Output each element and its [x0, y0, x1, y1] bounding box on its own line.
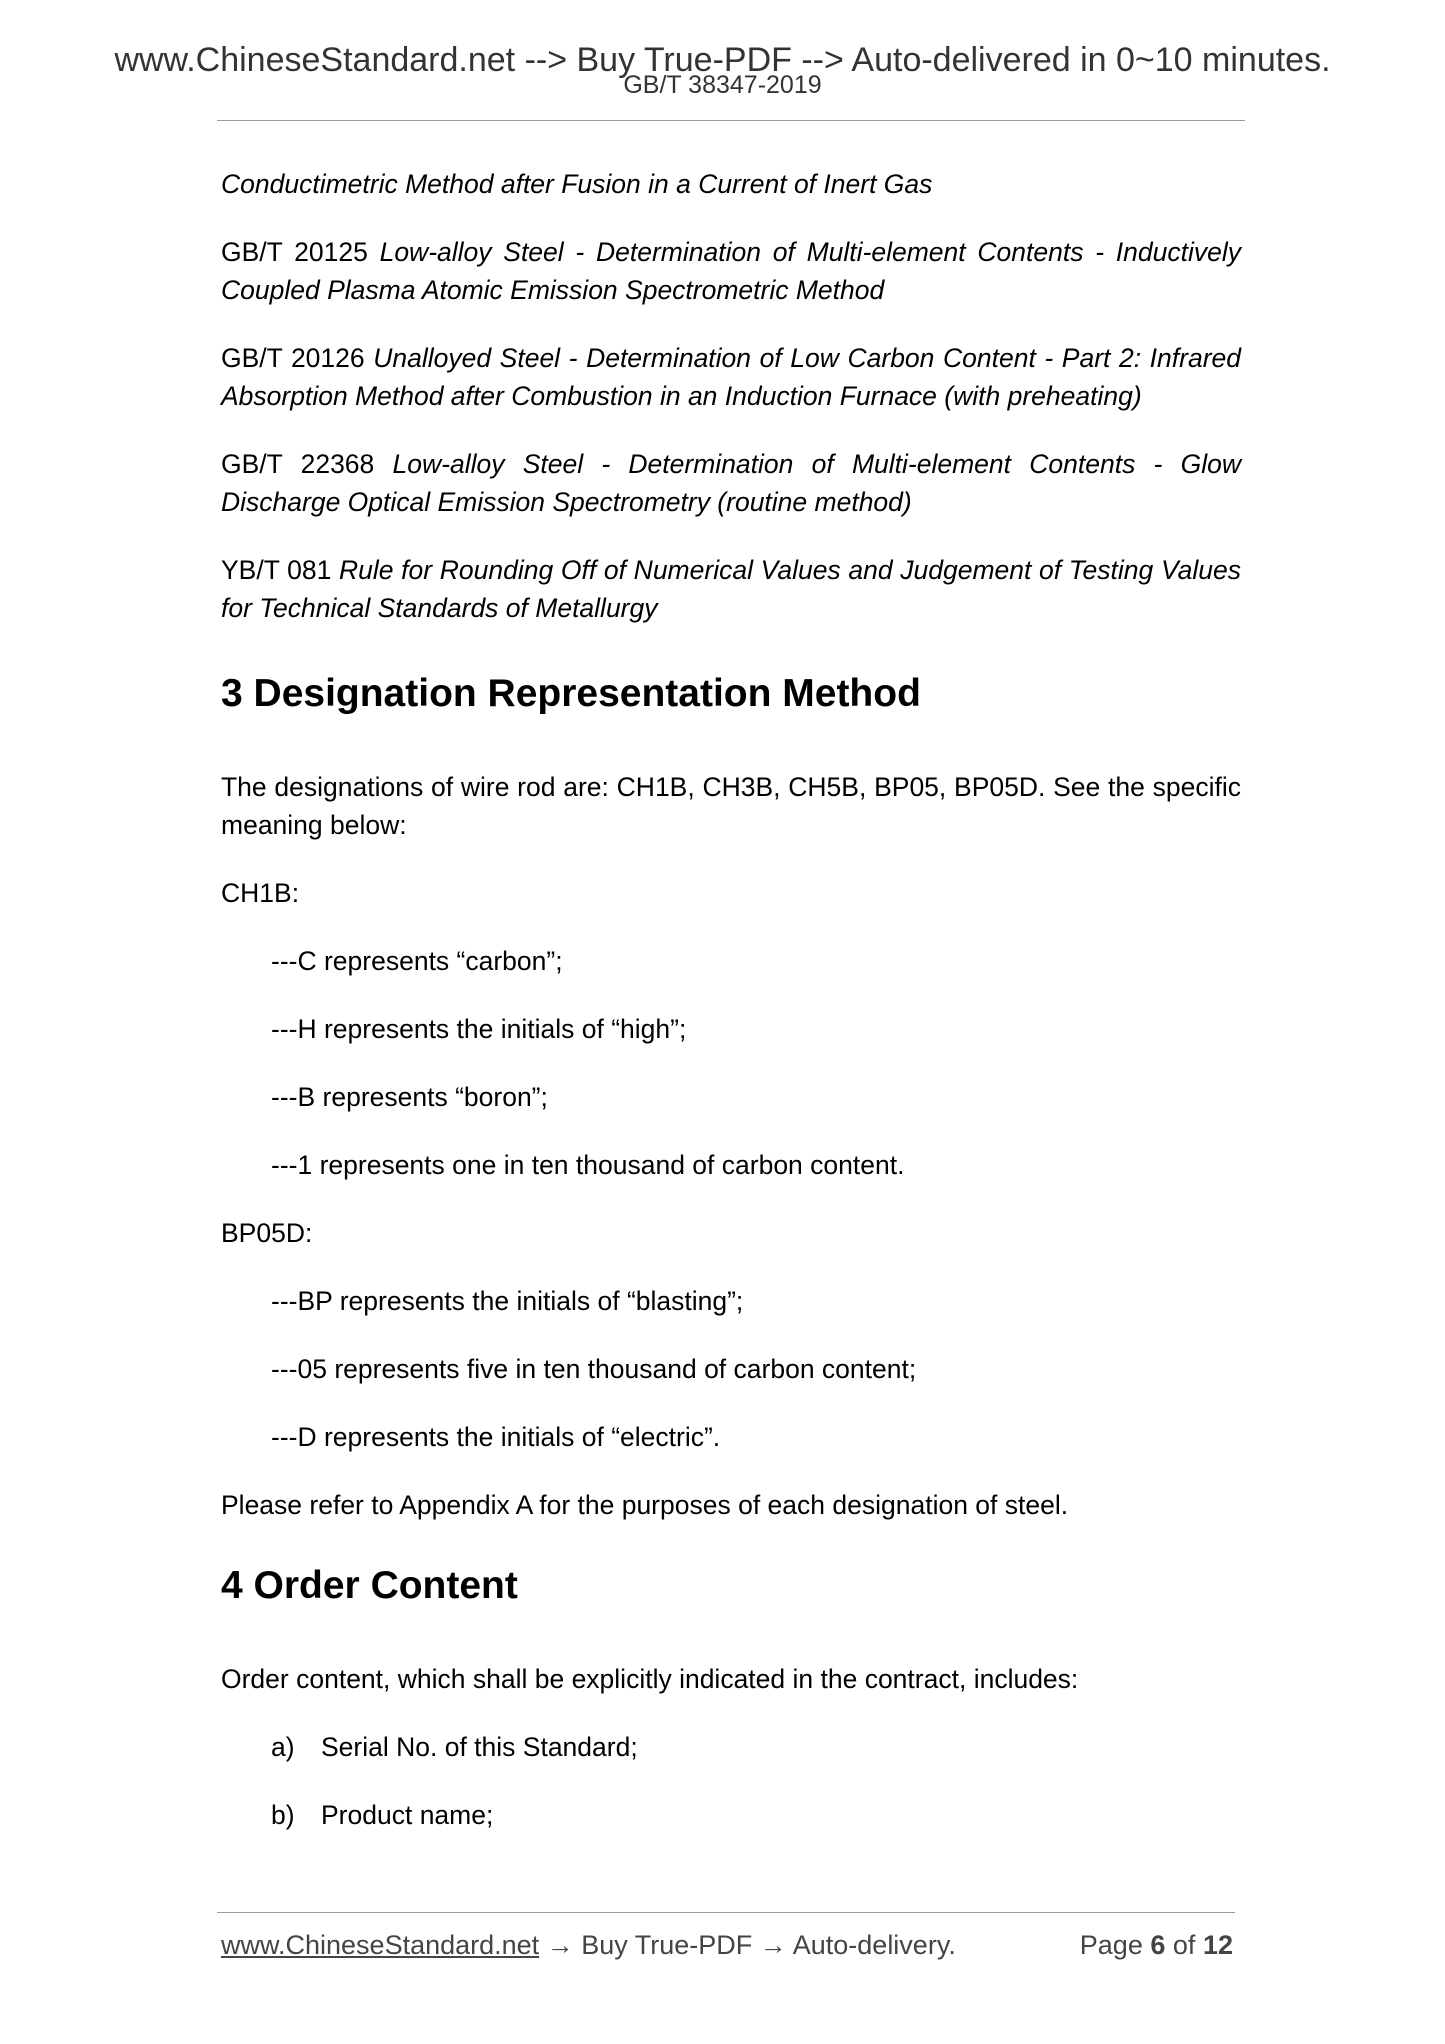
- page-footer: [221, 1928, 1233, 1962]
- reference-title: Conductimetric Method after Fusion in a Current of Inert Gas: [221, 169, 933, 199]
- bp05d-item: ---D represents the initials of “electric”.: [271, 1422, 721, 1452]
- reference-code: YB/T 081: [221, 555, 332, 585]
- page-content: [221, 165, 1241, 1864]
- section-4-intro: Order content, which shall be explicitly indicated in the contract, includes:: [221, 1664, 1079, 1694]
- reference-title: Low-alloy Steel - Determination of Multi-element Contents - Glow Discharge Optical Emission Spectrometry (routine method): [221, 449, 1241, 517]
- ch1b-item: ---C represents “carbon”;: [271, 946, 563, 976]
- page-word: Page: [1079, 1930, 1143, 1960]
- page-current: 6: [1150, 1930, 1166, 1960]
- reference-continuation: [221, 165, 1241, 203]
- top-banner: www.ChineseStandard.net --> Buy True-PDF --> Auto-delivered in 0~10 minutes.: [114, 41, 1331, 79]
- footer-tagline: → Buy True-PDF → Auto-delivery.: [539, 1930, 956, 1960]
- reference-code: GB/T 20126: [221, 343, 365, 373]
- bp05d-item: ---BP represents the initials of “blasting”;: [271, 1286, 744, 1316]
- of-word: of: [1172, 1930, 1196, 1960]
- order-item-mark: a): [271, 1732, 295, 1762]
- reference-code: GB/T 22368: [221, 449, 375, 479]
- reference-entry: [221, 551, 1241, 627]
- page-total: 12: [1202, 1930, 1233, 1960]
- reference-entry: [221, 445, 1241, 521]
- reference-title: Rule for Rounding Off of Numerical Values and Judgement of Testing Values for Technical Standards of Metallurgy: [221, 555, 1241, 623]
- section-3-heading: 3 Designation Representation Method: [221, 672, 921, 715]
- ch1b-label: CH1B:: [221, 878, 300, 908]
- order-item: [221, 1796, 1241, 1834]
- reference-title: Low-alloy Steel - Determination of Multi-element Contents - Inductively Coupled Plasma Atomic Emission Spectrometric Method: [221, 237, 1241, 305]
- page-indicator: [1080, 1928, 1233, 1962]
- order-item-text: Serial No. of this Standard;: [321, 1732, 638, 1762]
- document-code: GB/T 38347-2019: [623, 71, 822, 99]
- ch1b-item: ---B represents “boron”;: [271, 1082, 548, 1112]
- footer-divider: [217, 1912, 1235, 1913]
- footer-site-link[interactable]: www.ChineseStandard.net: [221, 1930, 540, 1960]
- header-divider: [217, 120, 1245, 121]
- section-3-intro: The designations of wire rod are: CH1B, CH3B, CH5B, BP05, BP05D. See the specific meaning below:: [221, 772, 1241, 840]
- order-item: [221, 1728, 1241, 1766]
- section-4-heading: 4 Order Content: [221, 1564, 518, 1607]
- bp05d-label: BP05D:: [221, 1218, 313, 1248]
- ch1b-item: ---H represents the initials of “high”;: [271, 1014, 687, 1044]
- reference-entry: [221, 339, 1241, 415]
- bp05d-item: ---05 represents five in ten thousand of carbon content;: [271, 1354, 917, 1384]
- reference-title: Unalloyed Steel - Determination of Low Carbon Content - Part 2: Infrared Absorption Method after Combustion in an Induction Furnace (with preheating): [221, 343, 1241, 411]
- reference-entry: [221, 233, 1241, 309]
- ch1b-item: ---1 represents one in ten thousand of carbon content.: [271, 1150, 905, 1180]
- order-item-mark: b): [271, 1800, 295, 1830]
- appendix-note: Please refer to Appendix A for the purposes of each designation of steel.: [221, 1490, 1069, 1520]
- footer-left: [221, 1928, 956, 1962]
- order-item-text: Product name;: [321, 1800, 494, 1830]
- reference-code: GB/T 20125: [221, 237, 368, 267]
